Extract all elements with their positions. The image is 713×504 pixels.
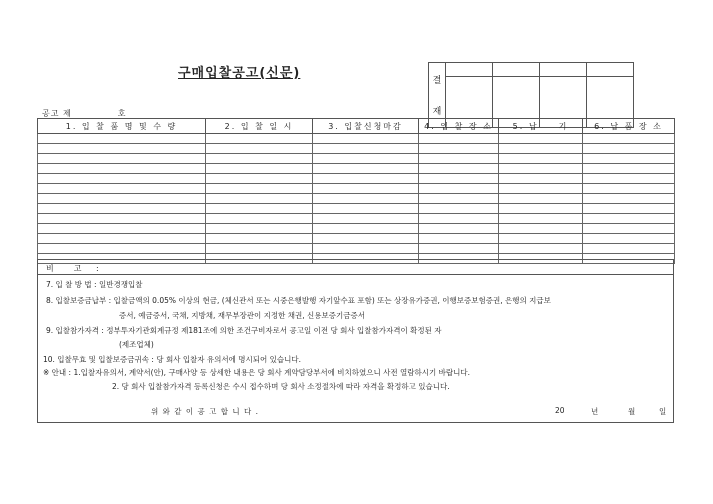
table-cell [583,164,675,174]
table-row [38,184,675,194]
approval-label-2: 재 [432,107,442,117]
item-8-line-1: 8. 입찰보증금납부 : 입찰금액의 0.05% 이상의 현금, (체신관서 또는 시중은행발행 자기앞수표 포함) 또는 상장유가증권, 이행보증보험증권, 은행의 지급보 [46,296,551,305]
col-header-place: 4. 입 찰 장 소 [419,119,499,134]
item-8-line-2: 증서, 예금증서, 국채, 지방채, 재무부장관이 지정한 채권, 신용보증기금증서 [119,311,365,320]
remarks-label: 비 고 : [46,264,105,273]
approval-cell [587,63,634,77]
table-cell [499,134,583,144]
date-day-unit: 일 [659,407,667,416]
table-cell [583,154,675,164]
approval-cell [493,63,540,77]
table-cell [38,244,206,254]
remarks-row [38,260,673,275]
col-header-items: 1. 입 찰 품 명 및 수 량 [38,119,206,134]
table-cell [499,224,583,234]
table-cell [419,134,499,144]
table-row [38,244,675,254]
table-cell [313,144,419,154]
table-cell [583,234,675,244]
table-cell [583,144,675,154]
table-cell [499,164,583,174]
details-box [37,259,674,423]
table-cell [499,214,583,224]
table-row [38,164,675,174]
table-row [38,214,675,224]
table-cell [419,234,499,244]
table-cell [583,184,675,194]
table-cell [499,244,583,254]
table-cell [206,154,313,164]
date-month-unit: 월 [628,407,636,416]
approval-cell [540,63,587,77]
table-cell [419,174,499,184]
table-cell [38,214,206,224]
item-9-line-2: (제조업체) [119,340,154,349]
table-cell [206,194,313,204]
table-cell [313,214,419,224]
table-row [38,174,675,184]
table-cell [313,204,419,214]
table-cell [206,184,313,194]
page-title: 구매입찰공고(신문) [178,66,301,81]
table-cell [583,174,675,184]
table-cell [419,194,499,204]
col-header-datetime: 2. 입 찰 일 시 [206,119,313,134]
table-cell [583,134,675,144]
table-cell [499,204,583,214]
table-cell [38,144,206,154]
table-cell [499,154,583,164]
table-cell [206,164,313,174]
date-year: 20 [555,406,565,415]
bid-table-body [38,134,675,264]
table-row [38,204,675,214]
note-1: ※ 안내 : 1.입찰자유의서, 계약서(안), 구매사양 등 상세한 내용은 당 회사 계약담당부서에 비치하였으니 사전 열람하시기 바랍니다. [43,368,470,377]
table-cell [419,204,499,214]
bid-table [37,118,675,264]
table-row [38,234,675,244]
table-cell [38,204,206,214]
table-cell [206,204,313,214]
table-cell [583,194,675,204]
table-cell [499,184,583,194]
table-cell [206,174,313,184]
table-cell [38,184,206,194]
table-cell [38,134,206,144]
table-row [38,224,675,234]
notice-number-suffix: 호 [117,109,127,118]
table-cell [38,194,206,204]
table-cell [499,234,583,244]
approval-cell [446,63,493,77]
col-header-delivery-place: 6. 납 품 장 소 [583,119,675,134]
table-cell [206,134,313,144]
table-cell [206,144,313,154]
table-cell [38,224,206,234]
table-cell [419,224,499,234]
table-cell [313,234,419,244]
date-year-unit: 년 [591,407,599,416]
table-cell [38,174,206,184]
note-2: 2. 당 회사 입찰참가자격 등록신청은 수시 접수하며 당 회사 소정절차에 따라 자격을 확정하고 있습니다. [112,382,450,391]
table-cell [419,184,499,194]
table-cell [313,184,419,194]
table-cell [206,214,313,224]
table-cell [499,194,583,204]
table-cell [38,164,206,174]
approval-label-1: 결 [432,76,442,86]
col-header-deadline: 3. 입찰신청마감 [313,119,419,134]
table-cell [206,224,313,234]
notice-number-label: 공고 제 [42,109,72,118]
table-cell [313,134,419,144]
table-cell [313,174,419,184]
table-cell [583,214,675,224]
table-cell [419,244,499,254]
table-cell [313,224,419,234]
table-cell [313,244,419,254]
table-cell [583,224,675,234]
table-cell [583,204,675,214]
col-header-delivery: 5. 납 기 [499,119,583,134]
table-cell [206,234,313,244]
table-cell [38,154,206,164]
item-10: 10. 입찰무효 및 입찰보증금귀속 : 당 회사 입찰자 유의서에 명시되어 있습니다. [43,355,302,364]
table-cell [583,244,675,254]
table-cell [499,174,583,184]
table-cell [419,214,499,224]
table-row [38,144,675,154]
table-cell [419,144,499,154]
table-cell [313,154,419,164]
table-cell [419,164,499,174]
table-cell [206,244,313,254]
announce-text: 위 와 같 이 공 고 합 니 다 . [151,407,260,416]
table-cell [499,144,583,154]
table-cell [419,154,499,164]
table-cell [313,164,419,174]
table-cell [313,194,419,204]
table-cell [38,234,206,244]
item-9-line-1: 9. 입찰참가자격 : 정부투자기관회계규정 제181조에 의한 조건구비자로서 공고일 이전 당 회사 입찰참가자격이 확정된 자 [46,326,442,335]
table-row [38,194,675,204]
item-7: 7. 입 찰 방 법 : 일반경쟁입찰 [46,280,143,289]
table-row [38,134,675,144]
table-row [38,154,675,164]
